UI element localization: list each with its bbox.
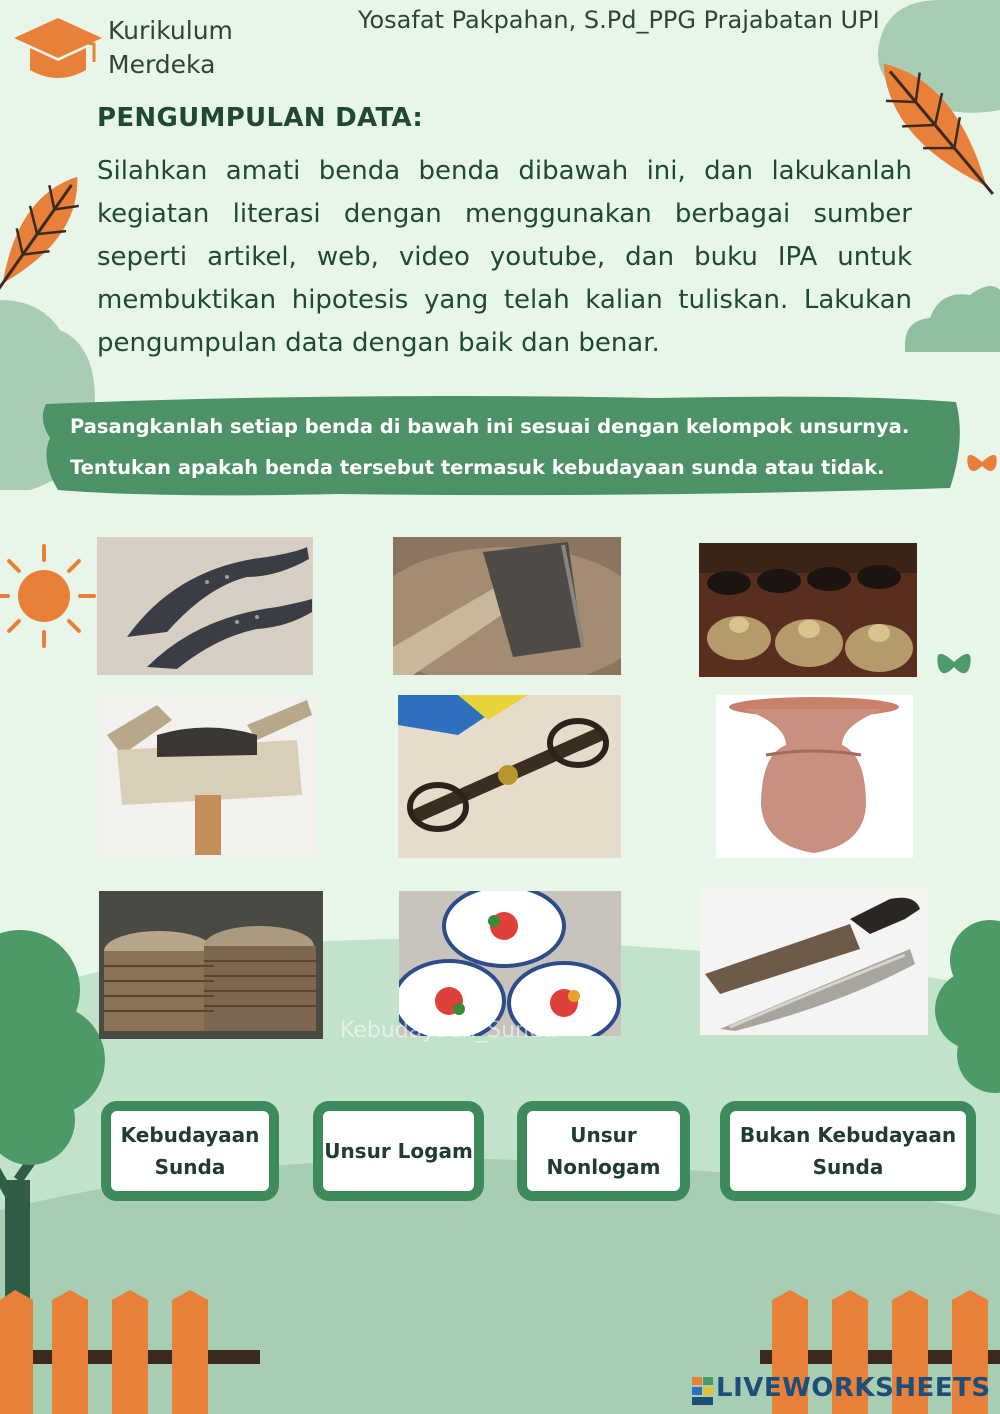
sun-decoration (0, 546, 94, 646)
section-body: Silahkan amati benda benda dibawah ini, dan lakukanlah kegiatan literasi dengan menggunakan berbagai sumber seperti artikel, web, video youtube, dan buku IPA untuk membuktikan hipotesis yang telah kalian tuliskan. Lakukan pengumpulan data dengan baik dan benar. (97, 156, 912, 358)
orange-leaf-left (0, 164, 95, 304)
wooden-hoe-image[interactable] (97, 695, 316, 858)
unsur-nonlogam-line2: Nonlogam (546, 1155, 661, 1179)
bukan-kebudayaan-sunda-box[interactable] (720, 1101, 976, 1201)
logo-text (108, 14, 233, 82)
golok-machete-image[interactable] (700, 889, 928, 1035)
section-heading: PENGUMPULAN DATA: (97, 103, 424, 133)
instruction-line1: Pasangkanlah setiap benda di bawah ini sesuai dengan kelompok unsurnya. (70, 415, 910, 438)
enamel-plates-image[interactable] (399, 891, 621, 1036)
graduation-cap-icon (12, 14, 104, 84)
logo-line1: Kurikulum (108, 16, 233, 45)
vajra-image[interactable] (398, 695, 621, 858)
kujang-image[interactable] (97, 537, 313, 675)
right-cloud-shape (905, 286, 1000, 352)
ghost-label: Kebudayaan_Sunda (340, 1018, 557, 1043)
bukan-kebudayaan-sunda-line1: Bukan Kebudayaan (739, 1123, 957, 1147)
green-butterfly (937, 654, 970, 673)
instruction-line2: Tentukan apakah benda tersebut termasuk kebudayaan sunda atau tidak. (70, 456, 885, 479)
copper-spittoon-image[interactable] (716, 695, 913, 858)
logo-line2: Merdeka (108, 50, 216, 79)
axe-on-stump-image[interactable] (393, 537, 621, 675)
unsur-logam-box[interactable] (313, 1101, 484, 1201)
liveworksheets-logo-icon (692, 1377, 714, 1405)
author-name: Yosafat Pakpahan, S.Pd_PPG Prajabatan UPI (358, 6, 880, 34)
instruction-text (70, 406, 960, 488)
unsur-nonlogam-box[interactable] (517, 1101, 690, 1201)
liveworksheets-brand: LIVEWORKSHEETS (716, 1373, 991, 1403)
unsur-logam-label: Unsur Logam (324, 1139, 473, 1163)
kebudayaan-sunda-line2: Sunda (154, 1155, 226, 1179)
orange-butterfly (967, 455, 996, 471)
unsur-nonlogam-line1: Unsur (570, 1123, 637, 1147)
gamelan-gongs-image[interactable] (699, 543, 917, 677)
kebudayaan-sunda-box[interactable] (101, 1101, 279, 1201)
bukan-kebudayaan-sunda-line2: Sunda (812, 1155, 884, 1179)
woven-bamboo-trays-image[interactable] (99, 891, 323, 1039)
kebudayaan-sunda-line1: Kebudayaan (120, 1123, 260, 1147)
